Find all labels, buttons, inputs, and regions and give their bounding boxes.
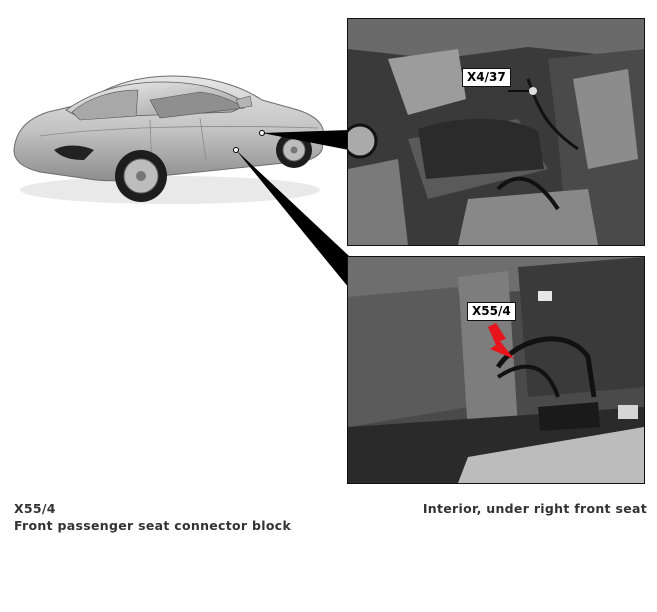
- car-rear-window: [72, 90, 138, 120]
- photo-top-scene: [348, 19, 644, 245]
- photo-bottom-scene: [348, 257, 644, 483]
- component-location: Interior, under right front seat: [422, 501, 647, 516]
- leader-line-bottom: [236, 150, 349, 288]
- photo-top-interior: [347, 18, 645, 246]
- component-description: Front passenger seat connector block: [14, 518, 292, 533]
- component-code: X55/4: [14, 501, 56, 516]
- car-rear-wheel: [115, 150, 167, 202]
- callout-x4-37: X4/37: [462, 68, 511, 87]
- callout-x55-4: X55/4: [467, 302, 516, 321]
- photo-bottom-underseat: [347, 256, 645, 484]
